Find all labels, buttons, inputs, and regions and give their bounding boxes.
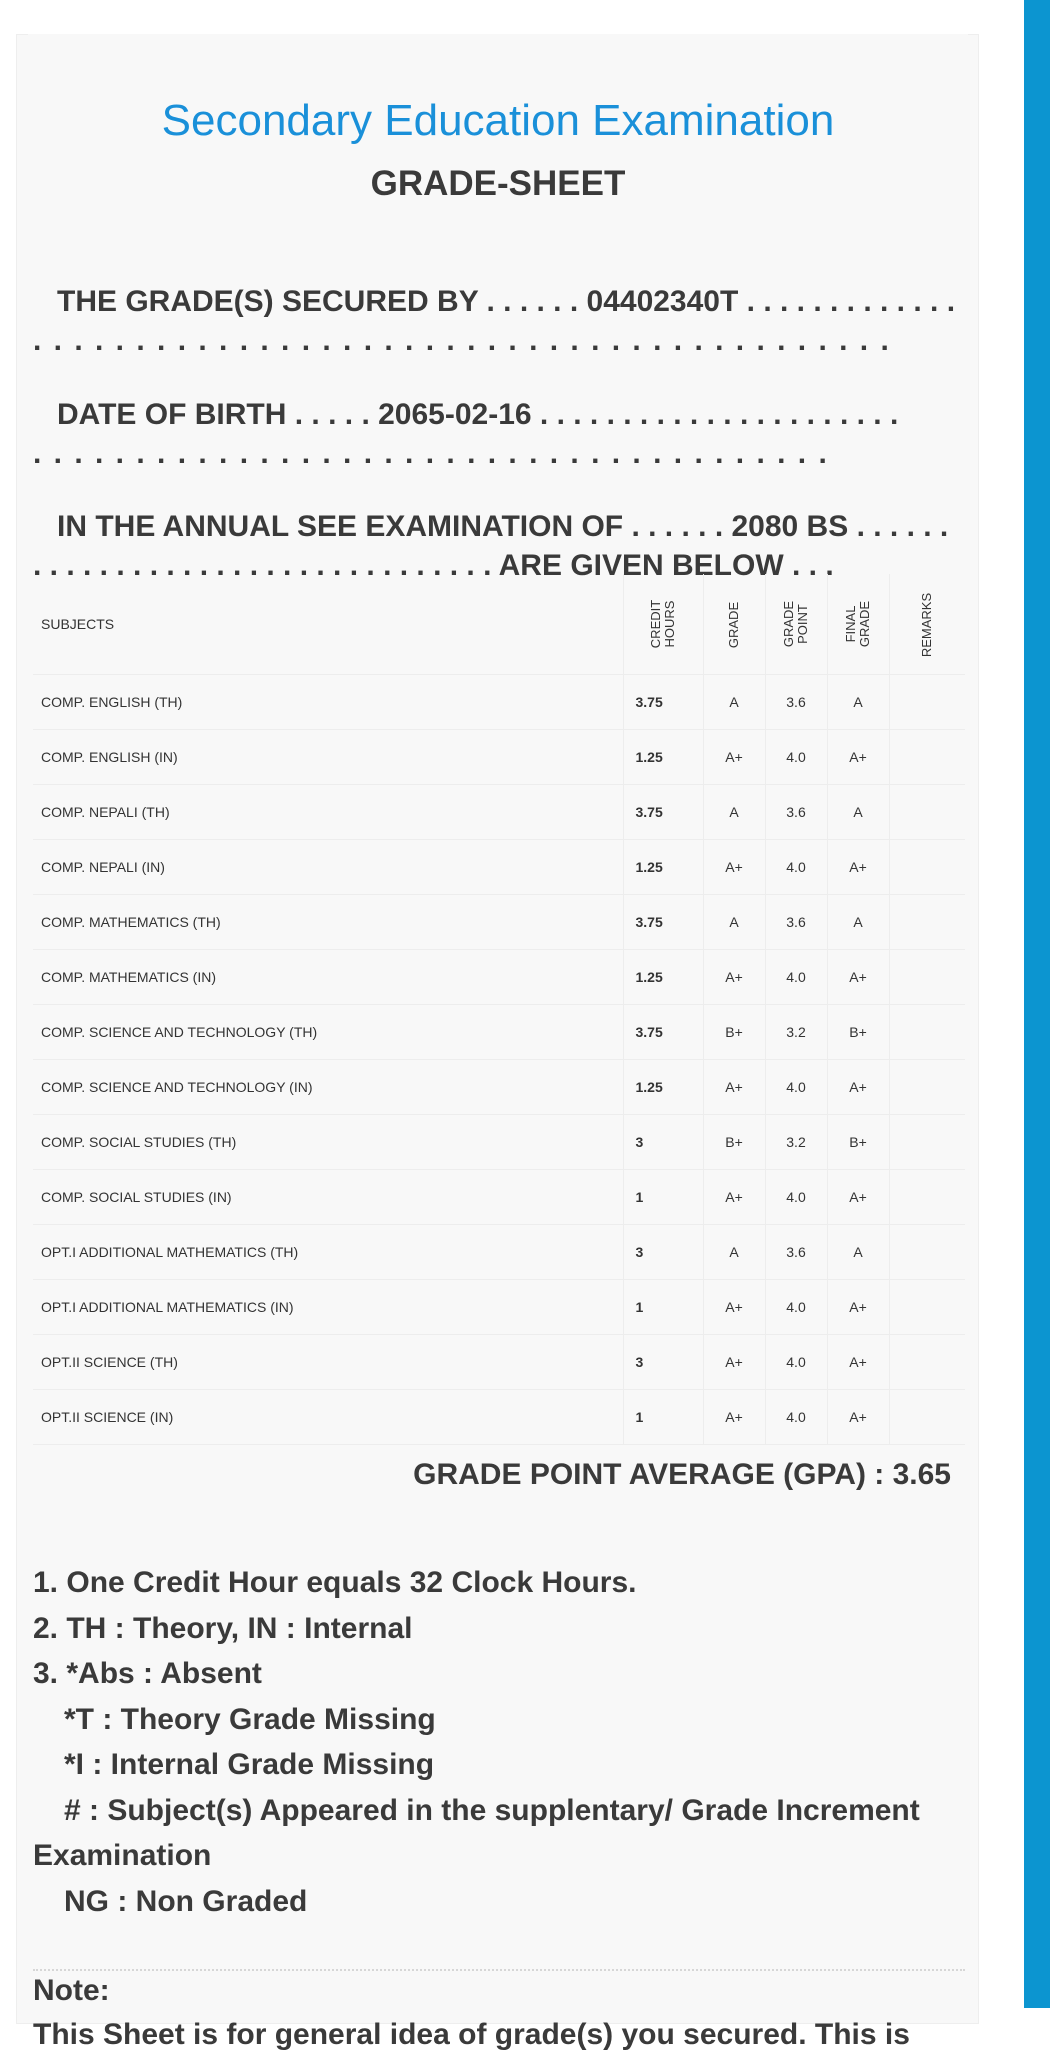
header-remarks	[889, 574, 965, 675]
grade-cell: A	[703, 895, 765, 950]
final-grade-cell: A	[827, 785, 889, 840]
grade-point-cell: 4.0	[765, 1390, 827, 1445]
legend-notes	[33, 1560, 968, 1924]
subject-cell: OPT.II SCIENCE (TH)	[33, 1335, 623, 1390]
grade-point-cell: 3.2	[765, 1005, 827, 1060]
table-row	[33, 730, 965, 785]
subject-cell: OPT.II SCIENCE (IN)	[33, 1390, 623, 1445]
remarks-cell	[889, 895, 965, 950]
credit-hours-cell: 3.75	[623, 1005, 703, 1060]
table-row	[33, 1060, 965, 1115]
grade-cell: A+	[703, 1060, 765, 1115]
credit-hours-cell: 1.25	[623, 1060, 703, 1115]
legend-item: 1. One Credit Hour equals 32 Clock Hours.	[33, 1566, 637, 1599]
grade-point-cell: 3.6	[765, 895, 827, 950]
secured-by-text: THE GRADE(S) SECURED BY . . . . . . 04402340T . . . . . . . . . . . . .	[57, 285, 956, 318]
table-row	[33, 1280, 965, 1335]
header-grade-label: GRADE	[725, 601, 741, 649]
grade-point-cell: 4.0	[765, 1170, 827, 1225]
credit-hours-cell: 3.75	[623, 895, 703, 950]
subject-cell: COMP. NEPALI (TH)	[33, 785, 623, 840]
grade-point-cell: 4.0	[765, 730, 827, 785]
credit-hours-cell: 1.25	[623, 730, 703, 785]
remarks-cell	[889, 1060, 965, 1115]
final-grade-cell: A+	[827, 1170, 889, 1225]
credit-hours-cell: 3.75	[623, 785, 703, 840]
grade-cell: A+	[703, 1280, 765, 1335]
grade-cell: A+	[703, 1335, 765, 1390]
dob-line	[33, 395, 963, 473]
final-grade-cell: A+	[827, 950, 889, 1005]
final-grade-cell: A	[827, 1225, 889, 1280]
table-header-row	[33, 574, 965, 675]
subject-cell: COMP. SOCIAL STUDIES (TH)	[33, 1115, 623, 1170]
grade-cell: A	[703, 675, 765, 730]
table-row	[33, 1005, 965, 1060]
remarks-cell	[889, 1280, 965, 1335]
subject-cell: COMP. SOCIAL STUDIES (IN)	[33, 1170, 623, 1225]
dob-dots: . . . . . . . . . . . . . . . . . . . . . . . . . . . . . . . . . . . . . . .	[33, 437, 829, 470]
subject-cell: COMP. ENGLISH (TH)	[33, 675, 623, 730]
table-row	[33, 785, 965, 840]
grade-cell: A	[703, 1225, 765, 1280]
exam-text-continued: . . . . . . . . . . . . . . . . . . . . . . . . . . . . ARE GIVEN BELOW . . .	[33, 549, 834, 582]
subject-cell: COMP. MATHEMATICS (IN)	[33, 950, 623, 1005]
table-row	[33, 675, 965, 730]
header-credit-hours-label: CREDIT HOURS	[648, 599, 677, 649]
header-grade-point-label: GRADE POINT	[781, 600, 810, 648]
final-grade-cell: A+	[827, 730, 889, 785]
grade-cell: B+	[703, 1005, 765, 1060]
secured-by-dots: . . . . . . . . . . . . . . . . . . . . . . . . . . . . . . . . . . . . . . . . . .	[33, 324, 891, 357]
legend-item: Examination	[33, 1839, 212, 1872]
grade-point-cell: 3.6	[765, 675, 827, 730]
credit-hours-cell: 1.25	[623, 950, 703, 1005]
remarks-cell	[889, 1005, 965, 1060]
header-subjects: SUBJECTS	[33, 574, 623, 675]
credit-hours-cell: 3.75	[623, 675, 703, 730]
remarks-cell	[889, 840, 965, 895]
table-row	[33, 1335, 965, 1390]
right-accent-strip	[1024, 0, 1050, 2008]
subject-cell: COMP. NEPALI (IN)	[33, 840, 623, 895]
grade-point-cell: 3.6	[765, 1225, 827, 1280]
subject-cell: OPT.I ADDITIONAL MATHEMATICS (IN)	[33, 1280, 623, 1335]
subject-cell: COMP. SCIENCE AND TECHNOLOGY (IN)	[33, 1060, 623, 1115]
note-heading: Note:	[33, 1974, 110, 2007]
secured-by-line	[33, 282, 963, 360]
header-final-grade	[827, 574, 889, 675]
grades-table-body	[33, 675, 965, 1445]
legend-item: 3. *Abs : Absent	[33, 1657, 262, 1690]
remarks-cell	[889, 1335, 965, 1390]
legend-item: # : Subject(s) Appeared in the supplentary/ Grade Increment	[64, 1793, 920, 1827]
credit-hours-cell: 3	[623, 1335, 703, 1390]
final-grade-cell: A	[827, 675, 889, 730]
grade-point-cell: 4.0	[765, 1335, 827, 1390]
grades-table	[33, 574, 965, 1445]
header-grade	[703, 574, 765, 675]
legend-item: *I : Internal Grade Missing	[64, 1748, 435, 1781]
gpa-summary: GRADE POINT AVERAGE (GPA) : 3.65	[413, 1458, 951, 1491]
table-row	[33, 1225, 965, 1280]
final-grade-cell: B+	[827, 1115, 889, 1170]
remarks-cell	[889, 785, 965, 840]
table-row	[33, 895, 965, 950]
credit-hours-cell: 1.25	[623, 840, 703, 895]
divider	[33, 1969, 965, 1971]
credit-hours-cell: 3	[623, 1115, 703, 1170]
credit-hours-cell: 1	[623, 1280, 703, 1335]
legend-item: *T : Theory Grade Missing	[64, 1702, 436, 1736]
grade-point-cell: 4.0	[765, 950, 827, 1005]
remarks-cell	[889, 950, 965, 1005]
table-row	[33, 1170, 965, 1225]
legend-item: NG : Non Graded	[64, 1884, 308, 1918]
remarks-cell	[889, 1390, 965, 1445]
table-row	[33, 950, 965, 1005]
header-final-grade-label: FINAL GRADE	[843, 600, 872, 648]
page-subtitle: GRADE-SHEET	[370, 164, 626, 203]
credit-hours-cell: 3	[623, 1225, 703, 1280]
page-title: Secondary Education Examination	[161, 96, 835, 145]
grade-cell: A+	[703, 1170, 765, 1225]
final-grade-cell: A	[827, 895, 889, 950]
grade-cell: A+	[703, 950, 765, 1005]
legend-item: 2. TH : Theory, IN : Internal	[33, 1611, 413, 1645]
grade-sheet-content	[28, 34, 968, 2051]
header-grade-point	[765, 574, 827, 675]
subject-cell: COMP. MATHEMATICS (TH)	[33, 895, 623, 950]
final-grade-cell: A+	[827, 1060, 889, 1115]
remarks-cell	[889, 675, 965, 730]
grade-cell: B+	[703, 1115, 765, 1170]
dob-text: DATE OF BIRTH . . . . . 2065-02-16 . . . . . . . . . . . . . . . . . . . . . .	[57, 398, 899, 431]
table-row	[33, 1390, 965, 1445]
subject-cell: COMP. ENGLISH (IN)	[33, 730, 623, 785]
remarks-cell	[889, 1225, 965, 1280]
credit-hours-cell: 1	[623, 1390, 703, 1445]
credit-hours-cell: 1	[623, 1170, 703, 1225]
remarks-cell	[889, 1170, 965, 1225]
subject-cell: OPT.I ADDITIONAL MATHEMATICS (TH)	[33, 1225, 623, 1280]
subject-cell: COMP. SCIENCE AND TECHNOLOGY (TH)	[33, 1005, 623, 1060]
header-credit-hours	[623, 574, 703, 675]
grade-point-cell: 3.2	[765, 1115, 827, 1170]
final-grade-cell: A+	[827, 1335, 889, 1390]
table-row	[33, 840, 965, 895]
header-remarks-label: REMARKS	[919, 592, 935, 658]
remarks-cell	[889, 1115, 965, 1170]
final-grade-cell: A+	[827, 840, 889, 895]
grade-cell: A+	[703, 840, 765, 895]
note-text: This Sheet is for general idea of grade(s) you secured. This is	[33, 2018, 910, 2051]
grade-cell: A	[703, 785, 765, 840]
grade-point-cell: 4.0	[765, 1280, 827, 1335]
final-grade-cell: B+	[827, 1005, 889, 1060]
grade-point-cell: 3.6	[765, 785, 827, 840]
grade-point-cell: 4.0	[765, 840, 827, 895]
final-grade-cell: A+	[827, 1390, 889, 1445]
final-grade-cell: A+	[827, 1280, 889, 1335]
grade-cell: A+	[703, 1390, 765, 1445]
table-row	[33, 1115, 965, 1170]
grade-cell: A+	[703, 730, 765, 785]
remarks-cell	[889, 730, 965, 785]
grade-point-cell: 4.0	[765, 1060, 827, 1115]
exam-text: IN THE ANNUAL SEE EXAMINATION OF . . . . . . 2080 BS . . . . . .	[57, 510, 949, 543]
